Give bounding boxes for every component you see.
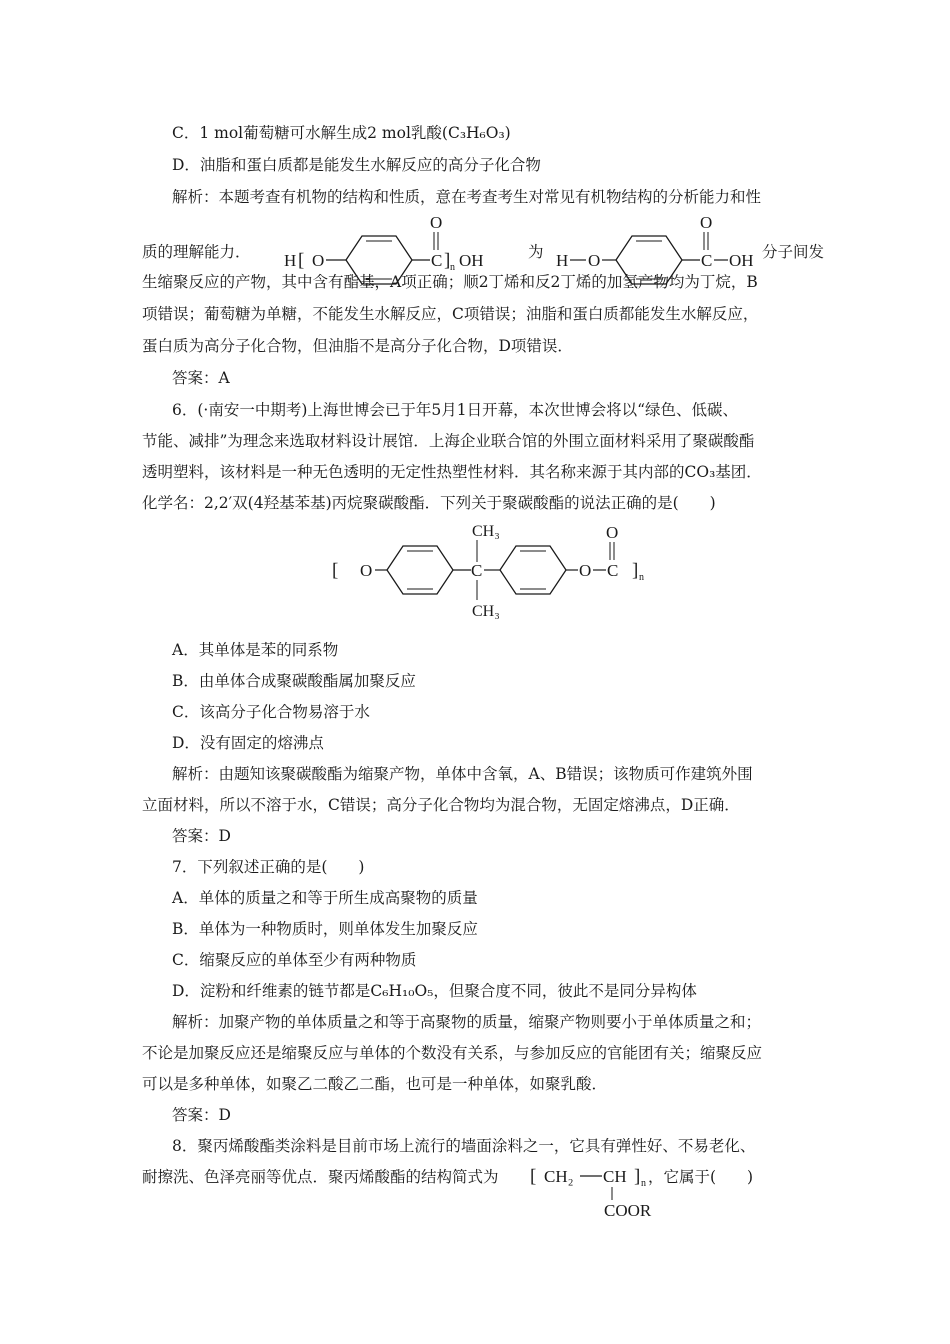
q8-stem-line2b: ，它属于( ) bbox=[648, 1168, 754, 1186]
q5-analysis-line2a: 质的理解能力． bbox=[142, 243, 251, 261]
q5-option-d: D．油脂和蛋白质都是能发生水解反应的高分子化合物 bbox=[172, 156, 541, 174]
q5-option-c: C．1 mol葡萄糖可水解生成2 mol乳酸(C₃H₆O₃) bbox=[172, 124, 511, 142]
formula-n: n bbox=[639, 572, 644, 583]
q6-option-d: D．没有固定的熔沸点 bbox=[172, 734, 324, 752]
q5-analysis-line3: 生缩聚反应的产物，其中含有酯基，A项正确；顺2丁烯和反2丁烯的加氢产物均为丁烷，B bbox=[142, 273, 758, 291]
q6-option-b: B．由单体合成聚碳酸酯属加聚反应 bbox=[172, 672, 416, 690]
formula-ch3-bottom: CH₃ bbox=[472, 603, 500, 620]
formula-o: O bbox=[588, 251, 601, 270]
q7-option-a: A．单体的质量之和等于所生成高聚物的质量 bbox=[172, 889, 478, 907]
q7-option-b: B．单体为一种物质时，则单体发生加聚反应 bbox=[172, 920, 478, 938]
formula-oh: OH bbox=[729, 251, 754, 270]
formula-oh: OH bbox=[459, 251, 484, 270]
q6-analysis-line1: 解析：由题知该聚碳酸酯为缩聚产物，单体中含氧，A、B错误；该物质可作建筑外围 bbox=[172, 765, 753, 783]
formula-bracket-close: ] bbox=[444, 250, 451, 271]
monomer-structure bbox=[556, 208, 761, 278]
q7-option-c: C．缩聚反应的单体至少有两种物质 bbox=[172, 951, 417, 969]
q5-analysis-line5: 蛋白质为高分子化合物，但油脂不是高分子化合物，D项错误． bbox=[142, 337, 573, 355]
q6-option-a: A．其单体是苯的同系物 bbox=[172, 641, 339, 659]
q7-stem: 7．下列叙述正确的是( ) bbox=[172, 858, 365, 876]
formula-n: n bbox=[641, 1178, 646, 1189]
formula-ch: CH bbox=[603, 1167, 627, 1186]
formula-o-top: O bbox=[606, 523, 619, 542]
formula-bracket-open: [ bbox=[298, 250, 305, 271]
formula-o: O bbox=[312, 251, 325, 270]
q7-option-d: D．淀粉和纤维素的链节都是C₆H₁₀O₅，但聚合度不同，彼此不是同分异构体 bbox=[172, 982, 697, 1000]
q6-stem-line2: 节能、减排”为理念来选取材料设计展馆．上海企业联合馆的外围立面材料采用了聚碳酸酯 bbox=[142, 432, 755, 450]
q7-analysis-line3: 可以是多种单体，如聚乙二酸乙二酯，也可是一种单体，如聚乳酸． bbox=[142, 1075, 608, 1093]
q6-analysis-line2: 立面材料，所以不溶于水，C错误；高分子化合物均为混合物，无固定熔沸点，D正确． bbox=[142, 796, 740, 814]
formula-o-top: O bbox=[700, 213, 713, 232]
formula-o2: O bbox=[579, 561, 592, 580]
polyacrylate-structure bbox=[530, 1152, 710, 1222]
q7-analysis-line1: 解析：加聚产物的单体质量之和等于高聚物的质量，缩聚产物则要小于单体质量之和； bbox=[172, 1013, 762, 1031]
polyester-structure bbox=[284, 208, 524, 278]
formula-c: C bbox=[701, 251, 713, 270]
formula-c: C bbox=[431, 251, 443, 270]
formula-c-center: C bbox=[471, 561, 483, 580]
q6-stem-line4: 化学名：2,2′双(4羟基苯基)丙烷聚碳酸酯．下列关于聚碳酸酯的说法正确的是( ) bbox=[142, 494, 716, 512]
formula-n: n bbox=[450, 262, 455, 273]
q8-stem-line2a: 耐擦洗、色泽亮丽等优点．聚丙烯酸酯的结构简式为 bbox=[142, 1168, 499, 1186]
formula-ch3-top: CH₃ bbox=[472, 523, 500, 540]
q5-analysis-line4: 项错误；葡萄糖为单糖，不能发生水解反应，C项错误；油脂和蛋白质都能发生水解反应， bbox=[142, 305, 759, 323]
q5-answer: 答案：A bbox=[172, 369, 230, 387]
benzene-ring-icon bbox=[387, 546, 453, 594]
q6-option-c: C．该高分子化合物易溶于水 bbox=[172, 703, 370, 721]
formula-o1: O bbox=[360, 561, 373, 580]
formula-bracket-close: ] bbox=[634, 1166, 641, 1187]
q6-answer: 答案：D bbox=[172, 827, 231, 845]
formula-c: C bbox=[607, 561, 619, 580]
q5-analysis-line1: 解析：本题考查有机物的结构和性质，意在考查考生对常见有机物结构的分析能力和性 bbox=[172, 188, 762, 206]
q6-stem-line3: 透明塑料，该材料是一种无色透明的无定性热塑性材料．其名称来源于其内部的CO₃基团． bbox=[142, 463, 762, 481]
benzene-ring-icon bbox=[500, 546, 566, 594]
formula-h: H bbox=[556, 251, 569, 270]
q6-stem-line1: 6．(·南安一中期考)上海世博会已于年5月1日开幕，本次世博会将以“绿色、低碳、 bbox=[172, 401, 739, 419]
polycarbonate-structure bbox=[332, 518, 672, 623]
q7-answer: 答案：D bbox=[172, 1106, 231, 1124]
formula-coor: COOR bbox=[604, 1201, 652, 1220]
formula-bracket-close: ] bbox=[632, 560, 639, 581]
q7-analysis-line2: 不论是加聚反应还是缩聚反应与单体的个数没有关系，与参加反应的官能团有关；缩聚反应 bbox=[142, 1044, 763, 1062]
q5-analysis-line2b: 为 bbox=[528, 243, 544, 261]
q8-stem-line1: 8．聚丙烯酸酯类涂料是目前市场上流行的墙面涂料之一，它具有弹性好、不易老化、 bbox=[172, 1137, 756, 1155]
formula-ch2: CH₂ bbox=[544, 1167, 574, 1186]
formula-o-top: O bbox=[430, 213, 443, 232]
q5-analysis-line2c: 分子间发 bbox=[762, 243, 825, 261]
formula-h: H bbox=[284, 251, 297, 270]
formula-bracket-open: [ bbox=[530, 1166, 537, 1187]
formula-bracket-open: [ bbox=[332, 560, 339, 581]
